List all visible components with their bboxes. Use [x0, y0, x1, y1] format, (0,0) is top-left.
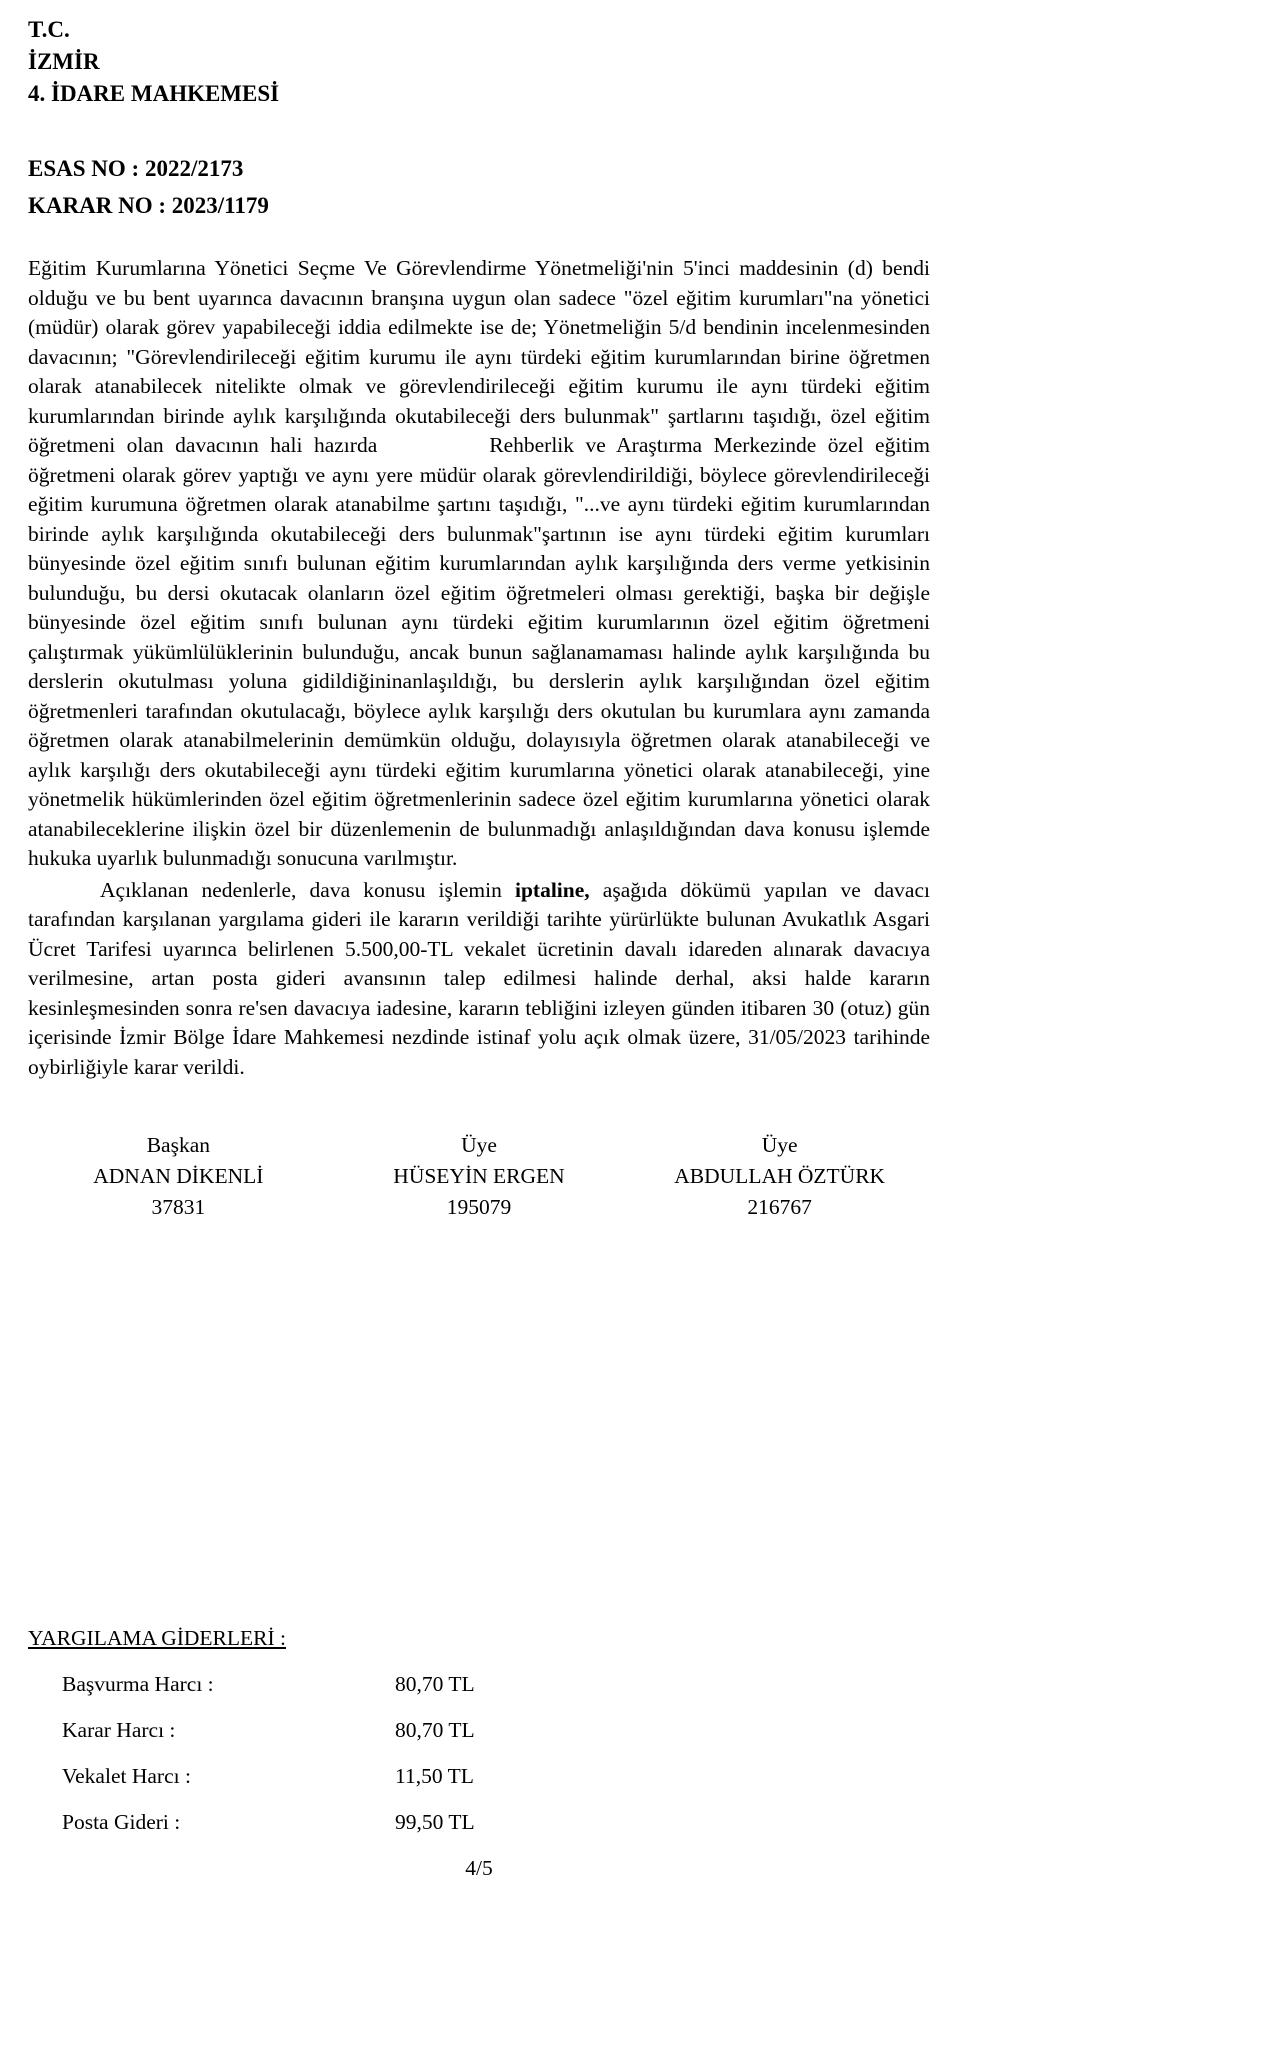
case-numbers: [28, 150, 930, 224]
cost-row-karar-harci: [62, 1715, 930, 1745]
signature-registry-number: 37831: [151, 1195, 206, 1219]
cost-label: Karar Harcı :: [62, 1718, 176, 1742]
cost-value: 80,70 TL: [395, 1672, 475, 1696]
header-tc: T.C.: [28, 17, 70, 42]
cost-label: Posta Gideri :: [62, 1810, 181, 1834]
cost-value: 11,50 TL: [395, 1764, 474, 1788]
signature-registry-number: 216767: [747, 1195, 812, 1219]
ruling-text-pre: Açıklanan nedenlerle, dava konusu işlemin: [100, 877, 515, 902]
signature-registry-number: 195079: [446, 1195, 512, 1219]
signature-name: ADNAN DİKENLİ: [93, 1164, 264, 1188]
cost-row-vekalet-harci: [62, 1761, 930, 1791]
reasoning-paragraph: [28, 254, 930, 874]
paragraph-text-after-redaction: Rehberlik ve Araştırma Merkezinde özel eğitim öğretmeni olarak görev yaptığı ve aynı yere müdür olarak görevlendirildiği, böylece görevlendirileceği eğitim kurumuna öğretmen olarak atanabilme şartını taşıdığı, "...ve aynı türdeki eğitim kurumlarından birinde aylık karşılığında okutabileceği ders bulunmak"şartının ise aynı türdeki eğitim kurumları bünyesinde özel eğitim sınıfı bulunan eğitim kurumlarından aylık karşılığında ders verme yetkisinin bulunduğu, bu dersi okutacak olanların özel eğitim öğretmeleri olması gerektiği, başka bir değişle bünyesinde özel eğitim sınıfı bulunan aynı türdeki eğitim kurumlarının özel eğitim öğretmeni çalıştırmak yükümlülüklerinin bulunduğu, ancak bunun sağlanamaması halinde aylık karşılığında bu derslerin okutulması yoluna gidildiğininanlaşıldığı, bu derslerin aylık karşılığından özel eğitim öğretmenleri tarafından okutulacağı, böylece aylık karşılığı ders okutulan bu kurumlara aynı zamanda öğretmen olarak atanabilmelerinin demümkün olduğu, dolayısıyla öğretmen olarak atanabileceği ve aylık karşılığı ders okutabileceği aynı türdeki eğitim kurumlarına yönetici olarak atanabileceği, yine yönetmelik hükümlerinden özel eğitim öğretmenlerinin sadece özel eğitim kurumlarına yönetici olarak atanabileceklerine ilişkin özel bir düzenlemenin de bulunmadığı anlaşıldığından dava konusu işlemde hukuka uyarlık bulunmadığı sonucuna varılmıştır.: [28, 433, 930, 870]
signature-member-1: [329, 1130, 630, 1223]
signature-name: ABDULLAH ÖZTÜRK: [674, 1164, 886, 1188]
signature-title: Başkan: [146, 1133, 210, 1157]
costs-section-title: [28, 1623, 930, 1653]
costs-title-text: YARGILAMA GİDERLERİ :: [28, 1626, 286, 1650]
signature-title: Üye: [461, 1133, 497, 1157]
cost-value: 80,70 TL: [395, 1718, 475, 1742]
header-city: İZMİR: [28, 49, 100, 74]
signature-title: Üye: [761, 1133, 798, 1157]
karar-no: KARAR NO : 2023/1179: [28, 193, 269, 218]
ruling-iptaline-bold: iptaline,: [514, 877, 590, 902]
signature-president: [28, 1130, 329, 1223]
signature-name: HÜSEYİN ERGEN: [393, 1164, 565, 1188]
paragraph-text-before-redaction: Eğitim Kurumlarına Yönetici Seçme Ve Görevlendirme Yönetmeliği'nin 5'inci maddesinin (d) bendi olduğu ve bu bent uyarınca davacının branşına uygun olan sadece "özel eğitim kurumları"na yönetici (müdür) olarak görev yapabileceği iddia edilmekte ise de; Yönetmeliğin 5/d bendinin incelenmesinden davacının; "Görevlendirileceği eğitim kurumu ile aynı türdeki eğitim kurumlarından birine öğretmen olarak atanabilecek nitelikte olmak ve görevlendirileceği eğitim kurumu ile aynı türdeki eğitim kurumlarından birinde aylık karşılığında okutabileceği ders bulunmak" şartlarını taşıdığı, özel eğitim öğretmeni olan davacının hali hazırda: [28, 256, 930, 457]
signature-member-2: [629, 1130, 930, 1223]
cost-label: Vekalet Harcı :: [62, 1764, 191, 1788]
cost-row-basvurma-harci: [62, 1669, 930, 1699]
cost-row-posta-gideri: [62, 1807, 930, 1837]
court-header: [28, 14, 930, 110]
cost-value: 99,50 TL: [395, 1810, 475, 1834]
cost-label: Başvurma Harcı :: [62, 1672, 214, 1696]
litigation-costs-section: [28, 1623, 930, 1837]
document-content: [28, 14, 930, 1883]
page-footer: [28, 1853, 930, 1883]
page-number: 4/5: [465, 1856, 493, 1880]
ruling-text-post: aşağıda dökümü yapılan ve davacı tarafından karşılanan yargılama gideri ile kararın verildiği tarihte yürürlükte bulunan Avukatlık Asgari Ücret Tarifesi uyarınca belirlenen 5.500,00-TL vekalet ücretinin davalı idareden alınarak davacıya verilmesine, artan posta gideri avansının talep edilmesi halinde derhal, aksi halde kararın kesinleşmesinden sonra re'sen davacıya iadesine, kararın tebliğini izleyen günden itibaren 30 (otuz) gün içerisinde İzmir Bölge İdare Mahkemesi nezdinde istinaf yolu açık olmak üzere, 31/05/2023 tarihinde oybirliğiyle karar verildi.: [28, 877, 930, 1079]
ruling-paragraph: [28, 876, 930, 1083]
signature-block: [28, 1130, 930, 1223]
decision-body: [28, 254, 930, 1082]
esas-no: ESAS NO : 2022/2173: [28, 156, 244, 181]
header-court-name: 4. İDARE MAHKEMESİ: [28, 81, 280, 106]
redacted-name-gap: [377, 451, 489, 452]
